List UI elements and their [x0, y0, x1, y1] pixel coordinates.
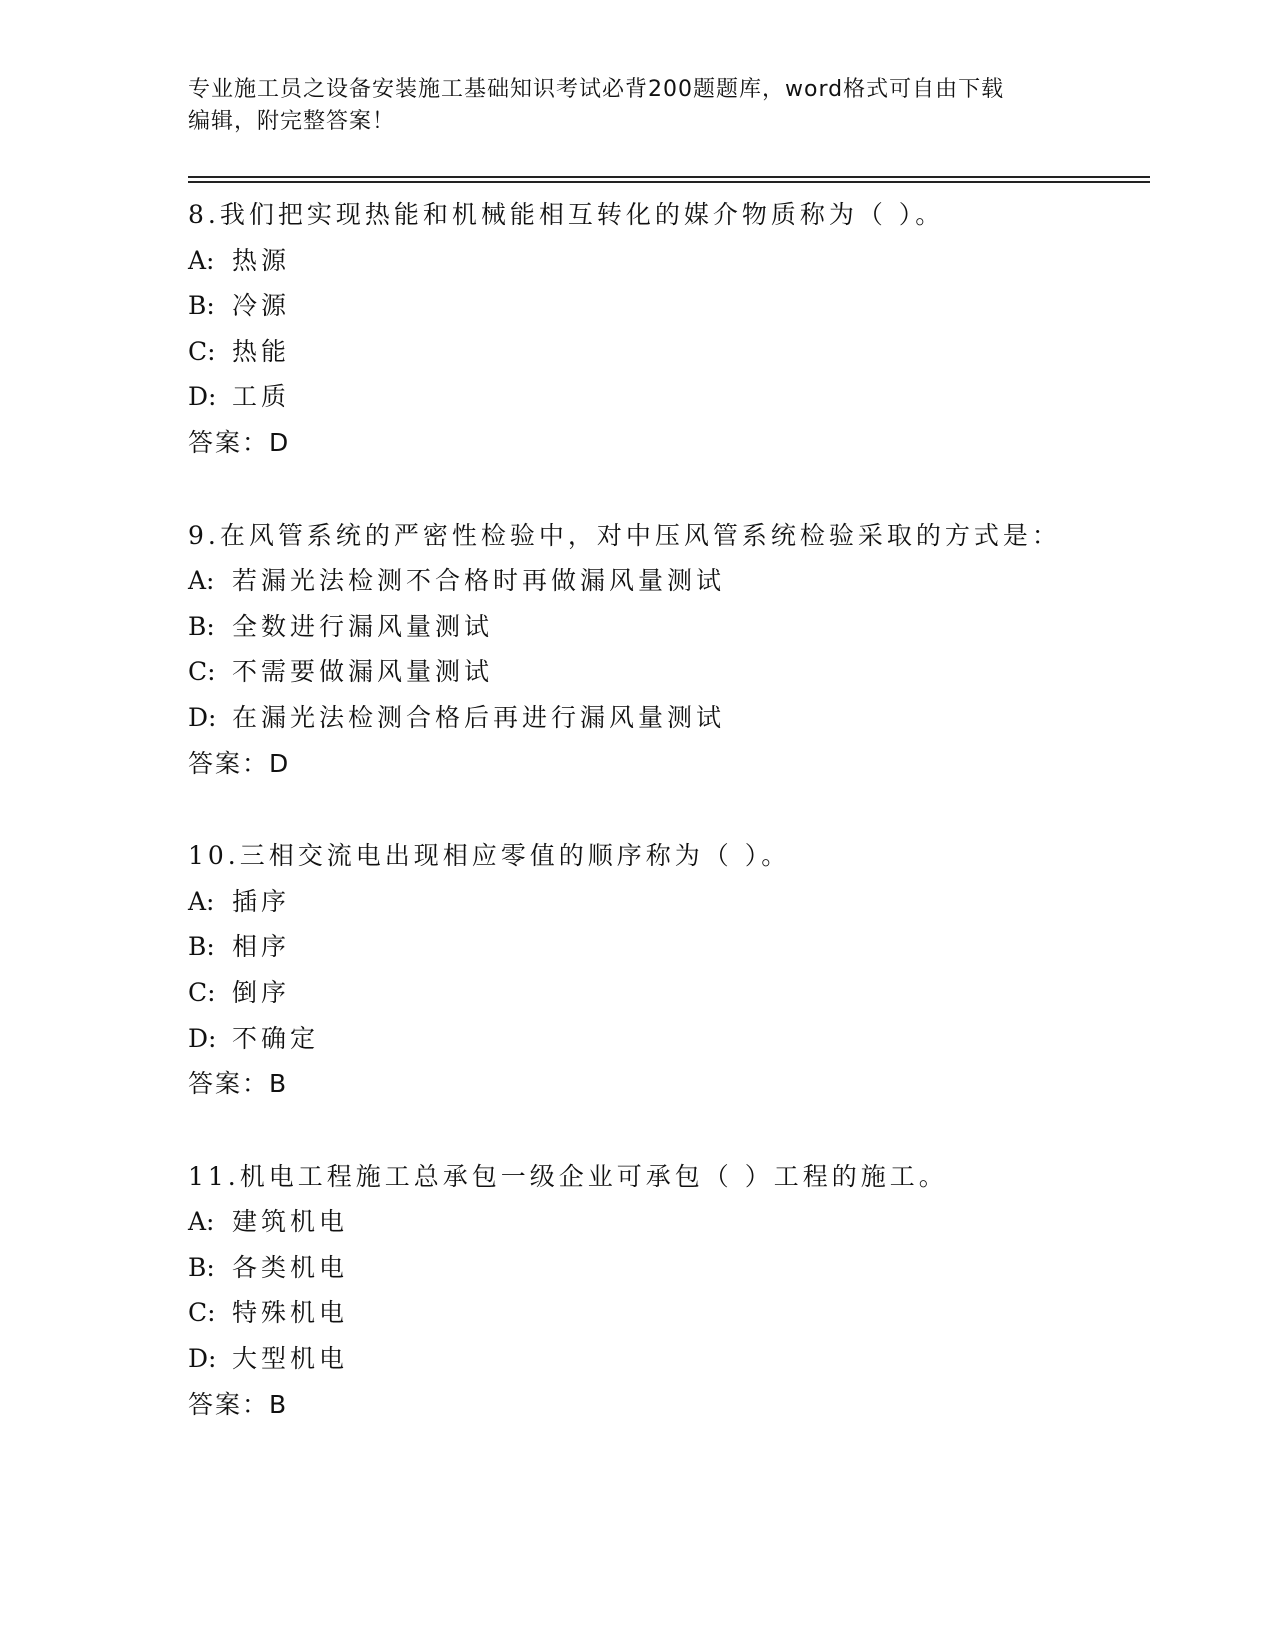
option-letter: A:	[188, 1207, 215, 1237]
option-letter: D:	[188, 382, 217, 412]
question-stem: 10.三相交流电出现相应零值的顺序称为（ ）。	[188, 841, 791, 871]
header-line-1: 专业施工员之设备安装施工基础知识考试必背200题题库，word格式可自由下载	[188, 77, 1005, 102]
option-a	[188, 879, 1148, 925]
question-8	[188, 192, 1148, 466]
question-stem: 8.我们把实现热能和机械能相互转化的媒介物质称为（ ）。	[188, 200, 945, 229]
option-text: 全数进行漏风量测试	[232, 611, 494, 641]
option-d	[188, 695, 1148, 741]
option-a	[188, 1199, 1148, 1245]
header-divider-bottom	[188, 181, 1150, 183]
answer-line: 答案：B	[188, 1389, 289, 1419]
option-text: 相序	[232, 932, 291, 962]
option-text: 特殊机电	[232, 1298, 349, 1328]
option-letter: A:	[188, 886, 215, 916]
option-b	[188, 1245, 1148, 1291]
option-text: 在漏光法检测合格后再进行漏风量测试	[232, 702, 726, 732]
document-header	[188, 74, 1078, 138]
option-letter: C:	[188, 336, 216, 366]
option-text: 倒序	[232, 977, 291, 1007]
option-letter: D:	[188, 1023, 217, 1053]
option-letter: B:	[188, 611, 215, 641]
question-stem: 11.机电工程施工总承包一级企业可承包（ ）工程的施工。	[188, 1161, 948, 1191]
option-text: 热能	[232, 336, 291, 366]
option-c	[188, 649, 1148, 695]
header-line-2: 编辑，附完整答案！	[188, 109, 396, 134]
answer-line: 答案：D	[188, 748, 291, 778]
question-10	[188, 833, 1148, 1107]
option-b	[188, 283, 1148, 329]
answer-line: 答案：B	[188, 1069, 289, 1099]
option-text: 插序	[232, 886, 291, 916]
option-text: 若漏光法检测不合格时再做漏风量测试	[232, 566, 726, 596]
option-c	[188, 329, 1148, 375]
option-letter: A:	[188, 566, 215, 596]
option-letter: D:	[188, 1344, 217, 1374]
question-stem: 9.在风管系统的严密性检验中，对中压风管系统检验采取的方式是：	[188, 520, 1061, 550]
option-letter: C:	[188, 1298, 216, 1328]
option-d	[188, 1336, 1148, 1382]
question-list	[188, 192, 1148, 1474]
option-text: 不需要做漏风量测试	[232, 657, 494, 687]
option-text: 不确定	[232, 1023, 320, 1053]
option-letter: B:	[188, 291, 215, 321]
option-text: 各类机电	[232, 1252, 349, 1282]
question-9	[188, 513, 1148, 787]
option-a	[188, 238, 1148, 284]
option-d	[188, 374, 1148, 420]
header-divider-top	[188, 176, 1150, 178]
option-letter: A:	[188, 245, 215, 275]
option-text: 冷源	[232, 291, 291, 321]
option-c	[188, 1290, 1148, 1336]
option-d	[188, 1016, 1148, 1062]
option-letter: B:	[188, 932, 215, 962]
option-text: 热源	[232, 245, 291, 275]
option-letter: C:	[188, 977, 216, 1007]
option-letter: C:	[188, 657, 216, 687]
option-text: 工质	[232, 382, 291, 412]
option-text: 建筑机电	[232, 1207, 349, 1237]
option-b	[188, 924, 1148, 970]
option-text: 大型机电	[232, 1344, 349, 1374]
answer-line: 答案：D	[188, 427, 291, 457]
question-11	[188, 1154, 1148, 1428]
option-a	[188, 558, 1148, 604]
option-letter: B:	[188, 1252, 215, 1282]
option-letter: D:	[188, 702, 217, 732]
option-c	[188, 970, 1148, 1016]
option-b	[188, 604, 1148, 650]
